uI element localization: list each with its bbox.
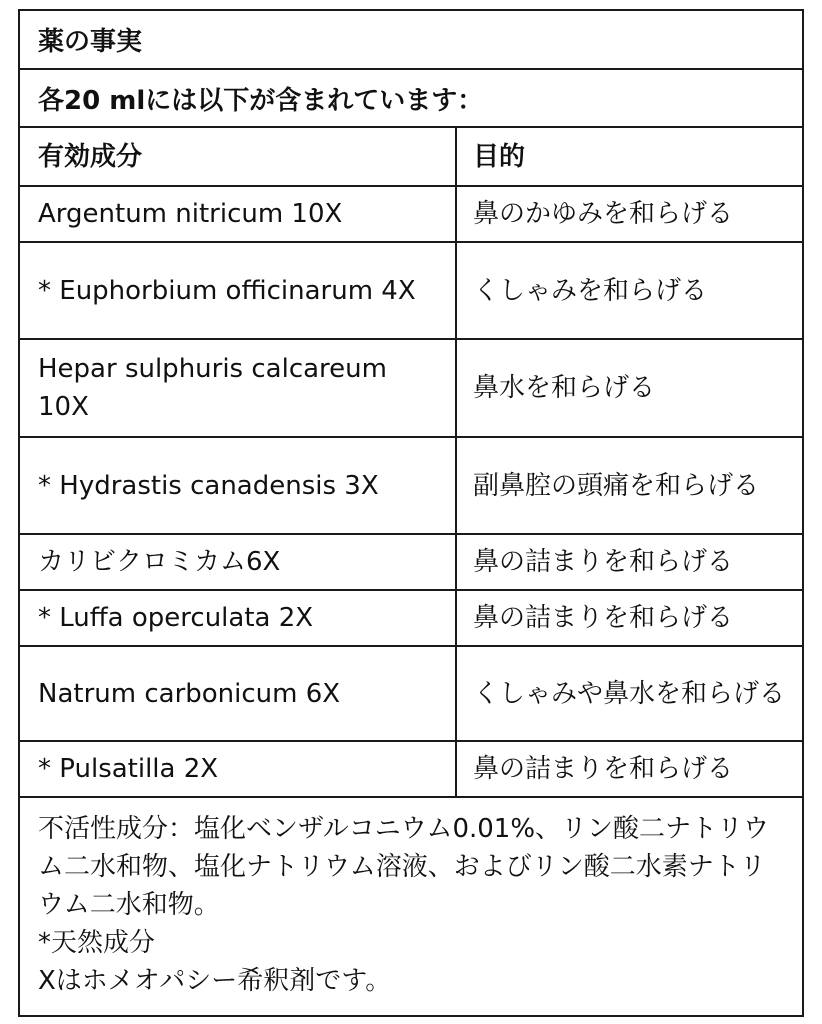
purpose-cell: くしゃみを和らげる [473, 275, 708, 306]
purpose-cell: くしゃみや鼻水を和らげる [473, 678, 786, 709]
table-row [20, 647, 802, 742]
header-purpose: 目的 [473, 141, 526, 172]
drug-facts-table [18, 9, 804, 1017]
table-title: 薬の事実 [20, 11, 802, 70]
ingredient-cell: * Pulsatilla 2X [20, 742, 457, 796]
homeopathic-dilution-note: Xはホメオパシー希釈剤です。 [38, 966, 392, 996]
ingredient-cell: Argentum nitricum 10X [20, 187, 457, 241]
table-subtitle: 各20 mlには以下が含まれています： [20, 70, 802, 128]
purpose-cell: 鼻の詰まりを和らげる [473, 547, 734, 577]
ingredient-cell: * Hydrastis canadensis 3X [20, 438, 457, 533]
purpose-cell: 副鼻腔の頭痛を和らげる [473, 470, 760, 501]
table-row [20, 340, 802, 438]
table-row [20, 187, 802, 243]
header-ingredient: 有効成分 [20, 128, 457, 185]
purpose-cell: 鼻のかゆみを和らげる [473, 199, 734, 229]
ingredient-cell: * Luffa operculata 2X [20, 591, 457, 645]
table-row [20, 438, 802, 535]
natural-ingredient-note: *天然成分 [38, 928, 156, 958]
table-row [20, 243, 802, 340]
ingredient-cell: Hepar sulphuris calcareum 10X [20, 340, 457, 436]
ingredient-cell: * Euphorbium officinarum 4X [20, 243, 457, 338]
table-row [20, 591, 802, 647]
ingredient-cell: カリビクロミカム6X [20, 535, 457, 589]
inactive-ingredients: 不活性成分：塩化ベンザルコニウム0.01%、リン酸二ナトリウム二水和物、塩化ナトリウム溶液、およびリン酸二水素ナトリウム二水和物。 [38, 814, 770, 920]
purpose-cell: 鼻水を和らげる [473, 373, 656, 403]
ingredient-cell: Natrum carbonicum 6X [20, 647, 457, 740]
purpose-cell: 鼻の詰まりを和らげる [473, 603, 734, 633]
table-row [20, 535, 802, 591]
purpose-cell: 鼻の詰まりを和らげる [473, 754, 734, 784]
table-row [20, 742, 802, 798]
footer-notes [20, 798, 802, 1015]
table-header-row [20, 128, 802, 187]
